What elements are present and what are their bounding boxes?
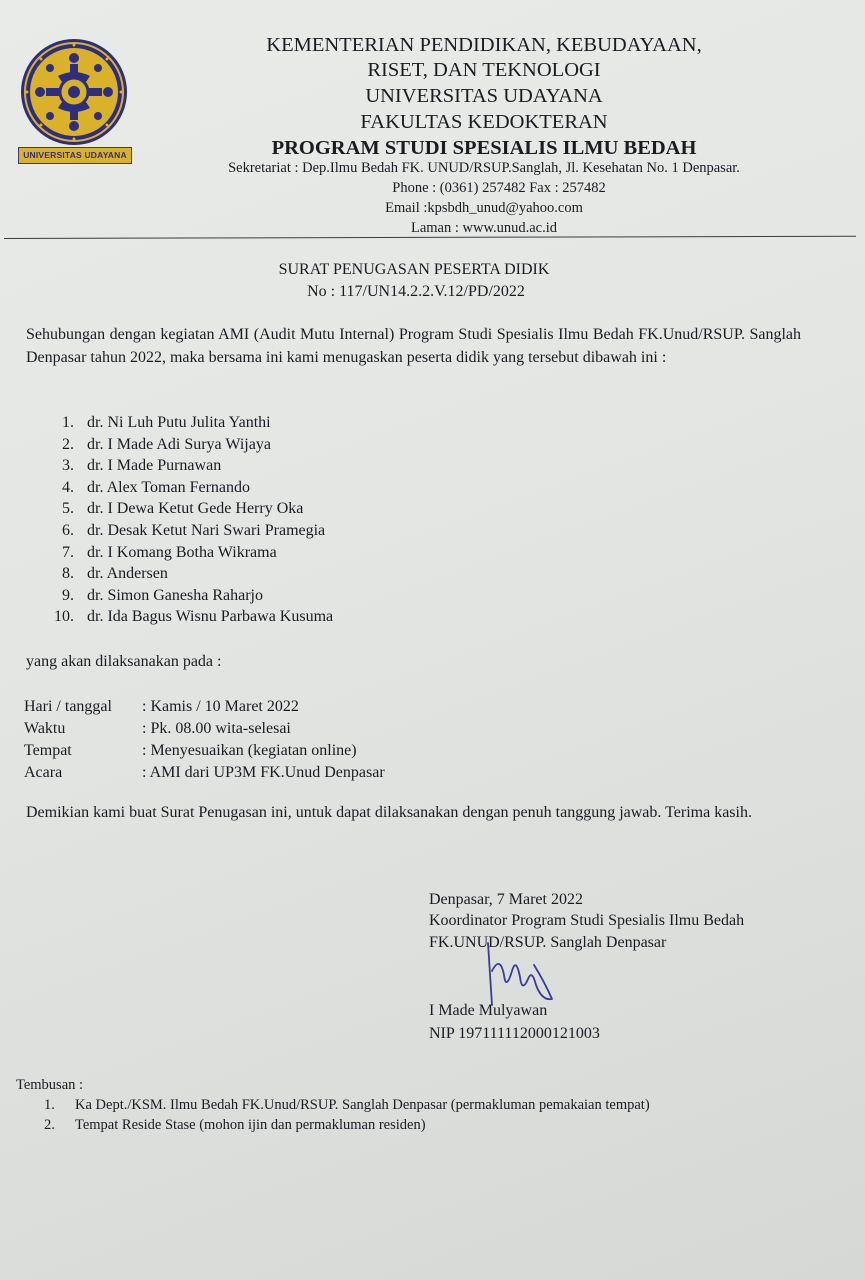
list-item	[28, 542, 333, 564]
list-number: 1.	[62, 414, 74, 431]
detail-value: : Menyesuaikan (kegiatan online)	[142, 742, 357, 759]
list-number: 6.	[62, 521, 74, 539]
list-item	[28, 606, 333, 628]
email-address: Email :kpsbdh_unud@yahoo.com	[385, 200, 583, 216]
cc-heading: Tembusan :	[16, 1077, 84, 1093]
list-item	[28, 412, 333, 434]
cc-item	[44, 1097, 650, 1114]
participant-name: dr. Alex Toman Fernando	[87, 478, 251, 496]
participant-name: dr. Ida Bagus Wisnu Parbawa Kusuma	[87, 608, 334, 626]
cc-number: 2.	[44, 1117, 55, 1133]
participant-name: dr. I Made Purnawan	[87, 457, 222, 475]
list-item	[28, 434, 333, 456]
list-item	[28, 520, 333, 542]
detail-key: Tempat	[24, 742, 72, 759]
list-number: 5.	[62, 500, 74, 518]
list-item	[28, 498, 333, 520]
signer-nip: NIP 197111112000121003	[429, 1025, 600, 1042]
participant-name: dr. I Made Adi Surya Wijaya	[87, 435, 271, 453]
list-number: 2.	[62, 435, 74, 453]
phone-fax: Phone : (0361) 257482 Fax : 257482	[392, 180, 606, 196]
place-date: Denpasar, 7 Maret 2022	[429, 891, 583, 908]
participant-name: dr. Simon Ganesha Raharjo	[87, 586, 263, 604]
detail-key: Waktu	[24, 720, 66, 737]
university-name: UNIVERSITAS UDAYANA	[365, 85, 603, 107]
execution-intro: yang akan dilaksanakan pada :	[26, 653, 222, 670]
list-item	[28, 585, 333, 607]
signer-institution: FK.UNUD/RSUP. Sanglah Denpasar	[429, 934, 667, 951]
letter-title: SURAT PENUGASAN PESERTA DIDIK	[278, 261, 550, 278]
secretariat-address: Sekretariat : Dep.Ilmu Bedah FK. UNUD/RSUP.Sanglah, Jl. Kesehatan No. 1 Denpasar.	[228, 160, 740, 176]
participant-name: dr. Andersen	[87, 565, 168, 583]
list-number: 4.	[62, 478, 74, 496]
logo-banner-text: UNIVERSITAS UDAYANA	[18, 147, 132, 164]
cc-text: Tempat Reside Stase (mohon ijin dan permakluman residen)	[75, 1117, 426, 1133]
participant-name: dr. I Dewa Ketut Gede Herry Oka	[87, 500, 304, 518]
signer-position: Koordinator Program Studi Spesialis Ilmu Bedah	[429, 912, 745, 929]
list-number: 8.	[62, 565, 74, 583]
cc-item	[44, 1117, 426, 1134]
list-number: 10.	[54, 608, 74, 626]
participant-name: dr. Desak Ketut Nari Swari Pramegia	[87, 521, 326, 539]
cc-text: Ka Dept./KSM. Ilmu Bedah FK.Unud/RSUP. Sanglah Denpasar (permakluman pemakaian tempat)	[75, 1097, 650, 1113]
ministry-name-cont: RISET, DAN TEKNOLOGI	[367, 59, 601, 81]
cc-number: 1.	[44, 1097, 55, 1113]
university-logo	[18, 38, 132, 166]
detail-value: : Kamis / 10 Maret 2022	[142, 698, 299, 715]
letter-number: No : 117/UN14.2.2.V.12/PD/2022	[307, 283, 525, 300]
list-item	[28, 455, 333, 477]
program-name: PROGRAM STUDI SPESIALIS ILMU BEDAH	[271, 137, 697, 159]
intro-paragraph: Sehubungan dengan kegiatan AMI (Audit Mutu Internal) Program Studi Spesialis Ilmu Bedah FK.Unud/RSUP. Sanglah Denpasar tahun 2022, maka bersama ini kami menugaskan peserta didik yang tersebut dibawah ini :	[26, 326, 801, 366]
letterhead-divider	[4, 236, 856, 239]
list-number: 7.	[62, 543, 74, 561]
list-number: 3.	[62, 457, 74, 475]
detail-key: Hari / tanggal	[24, 698, 112, 715]
detail-value: : Pk. 08.00 wita-selesai	[142, 720, 291, 737]
website: Laman : www.unud.ac.id	[410, 220, 558, 236]
list-item	[28, 563, 333, 585]
participant-name: dr. Ni Luh Putu Julita Yanthi	[87, 414, 271, 431]
participant-list	[28, 412, 333, 628]
detail-value: : AMI dari UP3M FK.Unud Denpasar	[142, 764, 385, 781]
faculty-name: FAKULTAS KEDOKTERAN	[360, 111, 608, 133]
signer-name: I Made Mulyawan	[429, 1002, 548, 1019]
ministry-name: KEMENTERIAN PENDIDIKAN, KEBUDAYAAN,	[266, 34, 702, 56]
list-item	[28, 477, 333, 499]
university-emblem-icon	[18, 38, 132, 146]
list-number: 9.	[62, 586, 74, 604]
closing-paragraph: Demikian kami buat Surat Penugasan ini, untuk dapat dilaksanakan dengan penuh tanggung jawab. Terima kasih.	[26, 804, 752, 821]
participant-name: dr. I Komang Botha Wikrama	[87, 543, 277, 561]
detail-key: Acara	[24, 764, 63, 781]
